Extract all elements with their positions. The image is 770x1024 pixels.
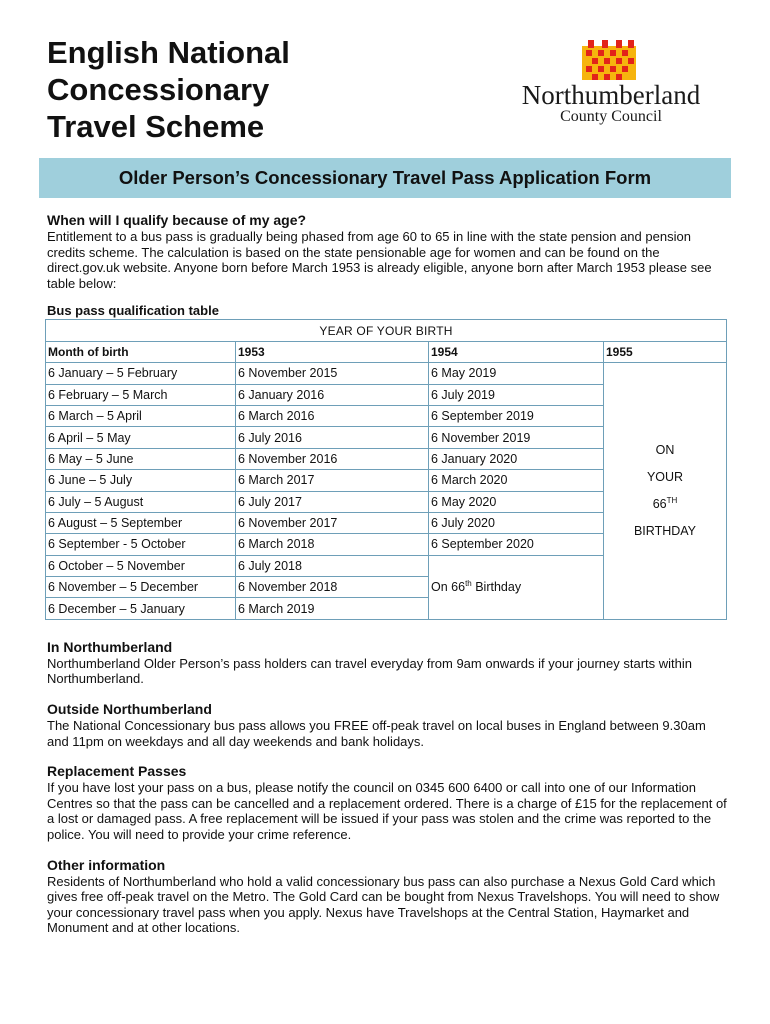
year-of-birth-header: YEAR OF YOUR BIRTH [46,320,727,341]
birthday-number: 66 [652,497,667,511]
section-body: Residents of Northumberland who hold a valid concessionary bus pass can also purchase a Nexus Gold Card which gives free off-peak travel on the Metro. The Gold Card can be bought from Nexus Travelshops. You will need to show your concessionary travel pass when you apply. Nexus have Travelshops at the Central Station, Haymarket and Monument and at other locations. [47,873,720,936]
section-heading: Other information [47,856,166,873]
table-cell: 6 March 2019 [236,598,429,619]
council-logo [498,40,724,130]
title-line: Travel Scheme [47,109,265,144]
main-content [47,212,727,936]
table-cell: 6 November 2015 [236,363,429,384]
birthday-1955-cell [604,363,727,620]
table-cell: 6 November 2018 [236,577,429,598]
table-cell: 6 June – 5 July [46,470,236,491]
table-cell: 6 November 2016 [236,448,429,469]
table-cell: 6 March 2020 [429,470,604,491]
table-cell: 6 March 2017 [236,470,429,491]
table-cell: 6 September - 5 October [46,534,236,555]
section-heading: Outside Northumberland [47,701,212,718]
northumberland-flag-icon [582,40,636,80]
table-cell: 6 March 2016 [236,405,429,426]
logo-name: Northumberland [521,80,701,110]
table-cell: 6 August – 5 September [46,512,236,533]
section-heading: When will I qualify because of my age? [47,212,307,228]
column-header: 1953 [236,341,429,362]
birthday-text: ON [655,443,675,457]
table-cell: 6 January 2020 [429,448,604,469]
table-cell: 6 July 2017 [236,491,429,512]
other-information-section [47,857,727,936]
column-header: 1955 [604,341,727,362]
qualification-table [45,319,727,619]
table-cell: 6 January – 5 February [46,363,236,384]
birthday-suffix: TH [666,495,678,505]
birthday-suffix: th [465,579,472,589]
form-title-banner [39,158,731,198]
table-header-row [46,320,727,341]
title-line: English National [47,35,290,70]
table-cell: 6 November 2019 [429,427,604,448]
column-header: Month of birth [46,341,236,362]
table-cell: 6 September 2019 [429,405,604,426]
table-row [46,363,727,384]
column-header: 1954 [429,341,604,362]
section-heading: Replacement Passes [47,763,187,780]
table-cell: 6 May – 5 June [46,448,236,469]
table-cell: 6 July 2018 [236,555,429,576]
table-cell: 6 December – 5 January [46,598,236,619]
title-line: Concessionary [47,72,270,107]
logo-subtitle: County Council [560,108,662,125]
table-cell: 6 April – 5 May [46,427,236,448]
table-cell: 6 May 2020 [429,491,604,512]
table-cell: 6 July 2016 [236,427,429,448]
birthday-1954-cell [429,555,604,619]
birthday-text [606,491,724,518]
table-cell: 6 July 2019 [429,384,604,405]
table-cell: 6 July 2020 [429,512,604,533]
table-cell: 6 July – 5 August [46,491,236,512]
replacement-passes-section [47,763,727,842]
table-cell: 6 March 2018 [236,534,429,555]
outside-northumberland-section [47,701,727,749]
table-caption: Bus pass qualification table [47,303,219,319]
form-title: Older Person’s Concessionary Travel Pass Application Form [118,167,652,188]
table-cell: 6 March – 5 April [46,405,236,426]
in-northumberland-section [47,639,727,687]
table-cell: 6 February – 5 March [46,384,236,405]
table-cell: 6 May 2019 [429,363,604,384]
table-cell: 6 November 2017 [236,512,429,533]
birthday-text: Birthday [471,580,522,595]
table-cell: 6 November – 5 December [46,577,236,598]
qualify-section [47,212,727,291]
page-title [47,34,377,145]
birthday-text: On 66 [431,580,466,595]
section-body: Northumberland Older Person’s pass holders can travel everyday from 9am onwards if your journey starts within Northumberland. [47,655,692,687]
table-header-row [46,341,727,362]
section-body: If you have lost your pass on a bus, please notify the council on 0345 600 6400 or call into one of our Information Centres so that the pass can be cancelled and a replacement ordered. There is a charge of £15 for the replacement of a lost or damaged pass. A free replacement will be issued if your pass was stolen and the crime was reported to the police. You will need to provide your crime reference. [47,780,727,842]
birthday-text: BIRTHDAY [633,524,697,538]
table-cell: 6 January 2016 [236,384,429,405]
section-heading: In Northumberland [47,638,173,655]
birthday-text: YOUR [646,470,684,484]
table-cell: 6 September 2020 [429,534,604,555]
section-body: The National Concessionary bus pass allows you FREE off-peak travel on local buses in England between 9.30am and 11pm on weekdays and all day weekends and bank holidays. [47,718,706,749]
table-cell: 6 October – 5 November [46,555,236,576]
section-body: Entitlement to a bus pass is gradually being phased from age 60 to 65 in line with the state pension and pension credits scheme. The calculation is based on the state pensionable age for women and can be found on the direct.gov.uk website. Anyone born before March 1953 is already eligible, anyone born after March 1953 please see table below: [47,229,712,291]
